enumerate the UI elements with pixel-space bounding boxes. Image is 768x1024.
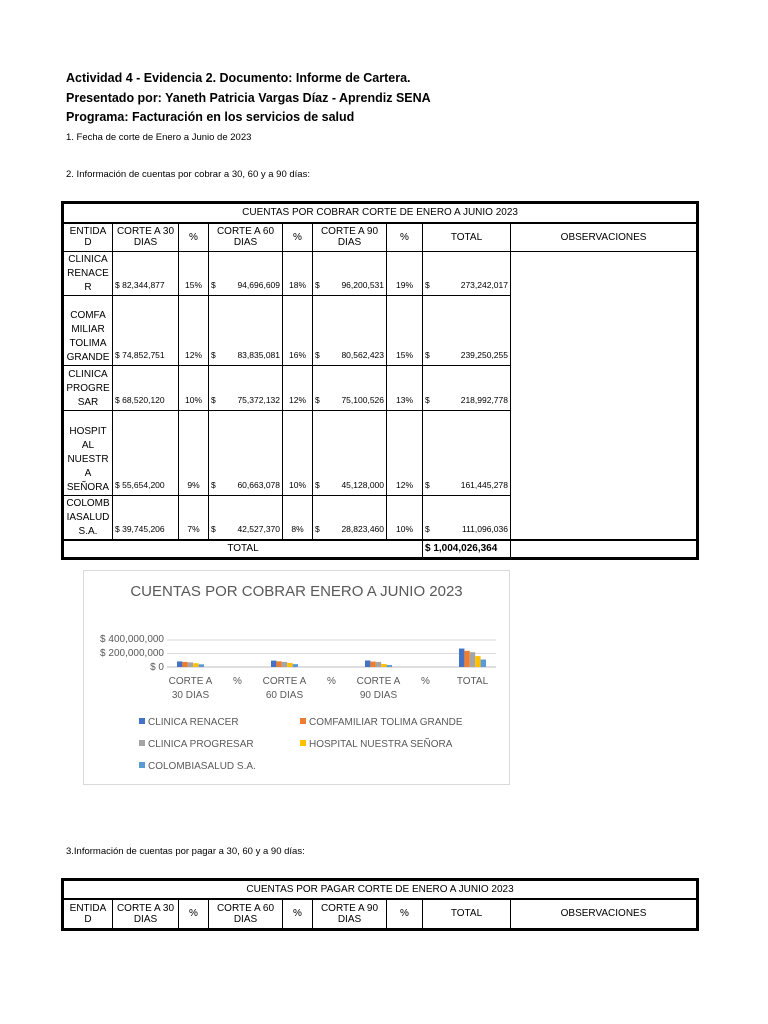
total-observaciones bbox=[511, 540, 697, 558]
col-header-pct-60: % bbox=[283, 899, 313, 929]
col-header-corte-60: CORTE A 60 DIAS bbox=[209, 223, 283, 252]
bar bbox=[481, 660, 486, 668]
amount: 94,696,609 bbox=[237, 280, 280, 290]
cell-pct-90: 15% bbox=[387, 296, 423, 366]
bar bbox=[464, 651, 469, 667]
currency-sign: $ bbox=[425, 350, 430, 360]
cobrar-chart bbox=[83, 570, 510, 785]
cell-corte-60 bbox=[209, 411, 283, 496]
cell-observaciones bbox=[511, 252, 697, 540]
legend-swatch bbox=[139, 762, 145, 768]
col-header-entidad: ENTIDA D bbox=[64, 223, 113, 252]
bar bbox=[387, 665, 392, 667]
amount: 42,527,370 bbox=[237, 523, 280, 534]
amount: 96,200,531 bbox=[341, 280, 384, 290]
legend-label: COMFAMILIAR TOLIMA GRANDE bbox=[309, 717, 463, 728]
doc-title: Actividad 4 - Evidencia 2. Documento: Informe de Cartera. bbox=[66, 71, 411, 85]
cell-corte-60 bbox=[209, 496, 283, 540]
doc-program: Programa: Facturación en los servicios de salud bbox=[66, 110, 355, 124]
legend-swatch bbox=[139, 740, 145, 746]
currency-sign: $ bbox=[315, 480, 320, 490]
cell-entity: CLINICA PROGRE SAR bbox=[64, 366, 113, 411]
col-header-corte-90: CORTE A 90 DIAS bbox=[313, 223, 387, 252]
x-tick-label: % bbox=[421, 676, 430, 687]
col-header-corte-30: CORTE A 30 DIAS bbox=[113, 899, 179, 929]
legend-item bbox=[139, 761, 256, 772]
pagar-caption: CUENTAS POR PAGAR CORTE DE ENERO A JUNIO 2023 bbox=[64, 881, 697, 899]
cell-corte-30: $ 68,520,120 bbox=[113, 366, 179, 411]
currency-sign: $ bbox=[425, 395, 430, 405]
col-header-corte-60: CORTE A 60 DIAS bbox=[209, 899, 283, 929]
currency-sign: $ bbox=[211, 395, 216, 405]
x-tick-label: % bbox=[327, 676, 336, 687]
cell-entity: HOSPIT AL NUESTR A SEÑORA bbox=[64, 411, 113, 496]
currency-sign: $ bbox=[211, 280, 216, 290]
col-header-observaciones: OBSERVACIONES bbox=[511, 899, 697, 929]
cell-pct-60: 18% bbox=[283, 252, 313, 296]
cell-pct-90: 13% bbox=[387, 366, 423, 411]
cell-entity: CLINICA RENACE R bbox=[64, 252, 113, 296]
bar bbox=[365, 661, 370, 667]
bar bbox=[193, 663, 198, 667]
legend-item bbox=[300, 717, 463, 728]
col-header-pct-90: % bbox=[387, 899, 423, 929]
col-header-pct-30: % bbox=[179, 899, 209, 929]
col-header-corte-90: CORTE A 90 DIAS bbox=[313, 899, 387, 929]
item-2: 2. Información de cuentas por cobrar a 30, 60 y a 90 días: bbox=[66, 169, 310, 180]
legend-label: CLINICA PROGRESAR bbox=[148, 739, 254, 750]
currency-sign: $ bbox=[211, 350, 216, 360]
cell-entity: COMFA MILIAR TOLIMA GRANDE bbox=[64, 296, 113, 366]
currency-sign: $ bbox=[315, 350, 320, 360]
cell-corte-30: $ 39,745,206 bbox=[113, 496, 179, 540]
col-header-pct-60: % bbox=[283, 223, 313, 252]
col-header-total: TOTAL bbox=[423, 223, 511, 252]
amount: 28,823,460 bbox=[341, 523, 384, 534]
total-value: $ 1,004,026,364 bbox=[423, 540, 511, 558]
table-row bbox=[64, 252, 697, 296]
col-header-pct-90: % bbox=[387, 223, 423, 252]
cell-entity: COLOMB IASALUD S.A. bbox=[64, 496, 113, 540]
cell-total bbox=[423, 252, 511, 296]
cell-corte-30: $ 74,852,751 bbox=[113, 296, 179, 366]
bar bbox=[188, 662, 193, 667]
bar bbox=[271, 661, 276, 667]
bar bbox=[381, 664, 386, 667]
amount: 83,835,081 bbox=[237, 350, 280, 360]
amount: 218,992,778 bbox=[460, 395, 508, 405]
item-3: 3.Información de cuentas por pagar a 30, 60 y a 90 días: bbox=[66, 846, 305, 857]
cell-corte-90 bbox=[313, 296, 387, 366]
bar bbox=[199, 664, 204, 667]
cell-pct-90: 12% bbox=[387, 411, 423, 496]
y-tick-label: $ 0 bbox=[150, 662, 164, 673]
legend-item bbox=[139, 717, 239, 728]
cell-total bbox=[423, 496, 511, 540]
amount: 75,372,132 bbox=[237, 395, 280, 405]
currency-sign: $ bbox=[211, 480, 216, 490]
x-tick-label: CORTE A 30 DIAS bbox=[168, 676, 213, 701]
cell-corte-90 bbox=[313, 496, 387, 540]
x-tick-label: % bbox=[233, 676, 242, 687]
cell-pct-30: 15% bbox=[179, 252, 209, 296]
doc-author: Presentado por: Yaneth Patricia Vargas Díaz - Aprendiz SENA bbox=[66, 91, 431, 105]
cell-pct-30: 10% bbox=[179, 366, 209, 411]
currency-sign: $ bbox=[425, 480, 430, 490]
bar bbox=[470, 652, 475, 667]
col-header-observaciones: OBSERVACIONES bbox=[511, 223, 697, 252]
bar bbox=[293, 664, 298, 667]
bar bbox=[370, 662, 375, 667]
cell-total bbox=[423, 366, 511, 411]
total-label: TOTAL bbox=[64, 540, 423, 558]
cell-pct-30: 7% bbox=[179, 496, 209, 540]
cell-corte-30: $ 82,344,877 bbox=[113, 252, 179, 296]
bar bbox=[459, 649, 464, 667]
bar bbox=[177, 661, 182, 667]
legend-item bbox=[300, 739, 452, 750]
x-tick-label: TOTAL bbox=[456, 676, 489, 687]
col-header-total: TOTAL bbox=[423, 899, 511, 929]
legend-label: HOSPITAL NUESTRA SEÑORA bbox=[309, 739, 453, 750]
cell-total bbox=[423, 411, 511, 496]
cell-total bbox=[423, 296, 511, 366]
legend-swatch bbox=[300, 740, 306, 746]
currency-sign: $ bbox=[425, 280, 430, 290]
legend-label: COLOMBIASALUD S.A. bbox=[148, 761, 256, 772]
legend-swatch bbox=[300, 718, 306, 724]
cobrar-caption: CUENTAS POR COBRAR CORTE DE ENERO A JUNIO 2023 bbox=[64, 204, 697, 223]
amount: 60,663,078 bbox=[237, 480, 280, 490]
col-header-corte-30: CORTE A 30 DIAS bbox=[113, 223, 179, 252]
bar bbox=[282, 662, 287, 667]
cobrar-table bbox=[63, 203, 697, 558]
bar bbox=[376, 662, 381, 667]
legend-label: CLINICA RENACER bbox=[148, 717, 239, 728]
cell-corte-30: $ 55,654,200 bbox=[113, 411, 179, 496]
bar bbox=[475, 656, 480, 667]
cell-corte-60 bbox=[209, 366, 283, 411]
cell-pct-90: 10% bbox=[387, 496, 423, 540]
bar bbox=[287, 663, 292, 667]
cell-corte-90 bbox=[313, 366, 387, 411]
chart-title: CUENTAS POR COBRAR ENERO A JUNIO 2023 bbox=[130, 583, 463, 600]
currency-sign: $ bbox=[315, 280, 320, 290]
amount: 239,250,255 bbox=[460, 350, 508, 360]
cell-pct-30: 12% bbox=[179, 296, 209, 366]
col-header-entidad: ENTIDA D bbox=[64, 899, 113, 929]
currency-sign: $ bbox=[315, 523, 320, 534]
y-tick-label: $ 400,000,000 bbox=[100, 634, 164, 645]
currency-sign: $ bbox=[315, 395, 320, 405]
cell-corte-60 bbox=[209, 296, 283, 366]
currency-sign: $ bbox=[211, 523, 216, 534]
bar bbox=[276, 661, 281, 667]
x-tick-label: CORTE A 60 DIAS bbox=[262, 676, 307, 701]
x-tick-label: CORTE A 90 DIAS bbox=[356, 676, 401, 701]
amount: 80,562,423 bbox=[341, 350, 384, 360]
cell-pct-60: 16% bbox=[283, 296, 313, 366]
cell-pct-90: 19% bbox=[387, 252, 423, 296]
col-header-pct-30: % bbox=[179, 223, 209, 252]
y-tick-label: $ 200,000,000 bbox=[100, 648, 164, 659]
cell-pct-30: 9% bbox=[179, 411, 209, 496]
item-1: 1. Fecha de corte de Enero a Junio de 2023 bbox=[66, 132, 252, 143]
currency-sign: $ bbox=[425, 523, 430, 534]
cell-pct-60: 8% bbox=[283, 496, 313, 540]
pagar-table bbox=[63, 880, 697, 929]
cell-pct-60: 10% bbox=[283, 411, 313, 496]
amount: 75,100,526 bbox=[341, 395, 384, 405]
cell-corte-60 bbox=[209, 252, 283, 296]
cell-corte-90 bbox=[313, 252, 387, 296]
legend-item bbox=[139, 739, 254, 750]
cell-corte-90 bbox=[313, 411, 387, 496]
legend-swatch bbox=[139, 718, 145, 724]
amount: 45,128,000 bbox=[341, 480, 384, 490]
bar bbox=[182, 662, 187, 667]
amount: 111,096,036 bbox=[461, 523, 508, 534]
amount: 161,445,278 bbox=[460, 480, 508, 490]
cell-pct-60: 12% bbox=[283, 366, 313, 411]
amount: 273,242,017 bbox=[460, 280, 508, 290]
